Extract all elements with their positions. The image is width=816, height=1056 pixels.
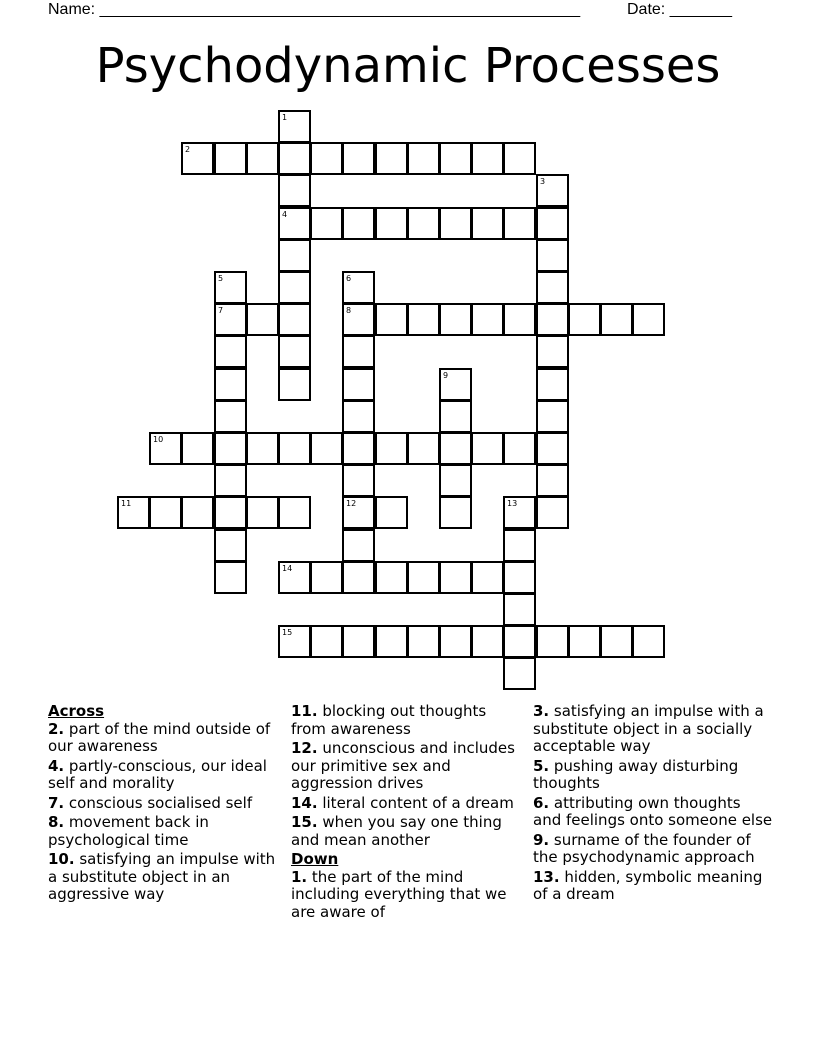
- grid-cell[interactable]: [278, 561, 311, 594]
- clue-number: 11: [121, 499, 132, 508]
- grid-cell[interactable]: [407, 625, 440, 658]
- grid-cell[interactable]: [503, 657, 536, 690]
- clues-column-3: [533, 703, 773, 906]
- grid-cell[interactable]: [439, 464, 472, 497]
- grid-cell[interactable]: [310, 625, 343, 658]
- across-clue-list: [291, 703, 521, 849]
- clue-item: [291, 869, 521, 922]
- grid-cell[interactable]: [503, 142, 536, 175]
- grid-cell[interactable]: [181, 432, 214, 465]
- clue-number: 6.: [533, 793, 550, 812]
- grid-cell[interactable]: [503, 207, 536, 240]
- across-heading: Across: [48, 702, 105, 720]
- clue-number: 12: [346, 499, 357, 508]
- grid-cell[interactable]: [278, 496, 311, 529]
- grid-cell[interactable]: [342, 464, 375, 497]
- grid-cell[interactable]: [407, 303, 440, 336]
- grid-cell[interactable]: [342, 142, 375, 175]
- grid-cell[interactable]: [536, 432, 569, 465]
- grid-cell[interactable]: [600, 303, 633, 336]
- clue-number: 5.: [533, 756, 550, 775]
- grid-cell[interactable]: [342, 561, 375, 594]
- grid-cell[interactable]: [342, 335, 375, 368]
- clue-number: 13.: [533, 867, 560, 886]
- clue-number: 6: [346, 274, 352, 283]
- clues-column-2: [291, 703, 521, 923]
- clue-text: literal content of a dream: [317, 793, 514, 812]
- clue-text: satisfying an impulse with a substitute object in a socially acceptable way: [533, 702, 764, 755]
- clue-text: partly-conscious, our ideal self and morality: [48, 756, 267, 792]
- grid-cell[interactable]: [503, 303, 536, 336]
- clue-number: 14.: [291, 793, 318, 812]
- grid-cell[interactable]: [536, 625, 569, 658]
- grid-cell[interactable]: [439, 400, 472, 433]
- clue-item: [48, 758, 278, 793]
- grid-cell[interactable]: [439, 432, 472, 465]
- grid-cell[interactable]: [536, 368, 569, 401]
- grid-cell[interactable]: [536, 496, 569, 529]
- grid-cell[interactable]: [214, 464, 247, 497]
- grid-cell[interactable]: [214, 561, 247, 594]
- clue-text: movement back in psychological time: [48, 813, 209, 849]
- clue-item: [291, 814, 521, 849]
- down-clue-list: [291, 869, 521, 922]
- grid-cell[interactable]: [439, 561, 472, 594]
- clue-item: [533, 795, 773, 830]
- date-line: Date: _______: [627, 1, 732, 18]
- grid-cell[interactable]: [536, 239, 569, 272]
- clue-number: 8: [346, 306, 352, 315]
- grid-cell[interactable]: [214, 335, 247, 368]
- clue-text: hidden, symbolic meaning of a dream: [533, 867, 763, 903]
- grid-cell[interactable]: [214, 303, 247, 336]
- clue-number: 12.: [291, 739, 318, 757]
- clue-item: [48, 814, 278, 849]
- clue-item: [291, 740, 521, 793]
- grid-cell[interactable]: [439, 142, 472, 175]
- grid-cell[interactable]: [536, 174, 569, 207]
- grid-cell[interactable]: [439, 625, 472, 658]
- grid-cell[interactable]: [375, 303, 408, 336]
- clue-number: 14: [282, 564, 293, 573]
- grid-cell[interactable]: [375, 496, 408, 529]
- grid-cell[interactable]: [342, 207, 375, 240]
- grid-cell[interactable]: [246, 142, 279, 175]
- grid-cell[interactable]: [407, 561, 440, 594]
- grid-cell[interactable]: [439, 368, 472, 401]
- clue-text: blocking out thoughts from awareness: [291, 702, 487, 738]
- grid-cell[interactable]: [278, 142, 311, 175]
- grid-cell[interactable]: [278, 303, 311, 336]
- grid-cell[interactable]: [342, 496, 375, 529]
- grid-cell[interactable]: [342, 368, 375, 401]
- clue-number: 1: [282, 113, 288, 122]
- clue-number: 3.: [533, 702, 550, 720]
- grid-cell[interactable]: [310, 432, 343, 465]
- grid-cell[interactable]: [375, 561, 408, 594]
- grid-cell[interactable]: [342, 625, 375, 658]
- clue-item: [533, 869, 773, 904]
- grid-cell[interactable]: [536, 271, 569, 304]
- clue-number: 13: [507, 499, 518, 508]
- grid-cell[interactable]: [600, 625, 633, 658]
- grid-cell[interactable]: [503, 496, 536, 529]
- down-clue-list: [533, 703, 773, 904]
- grid-cell[interactable]: [471, 432, 504, 465]
- grid-cell[interactable]: [278, 432, 311, 465]
- grid-cell[interactable]: [536, 335, 569, 368]
- grid-cell[interactable]: [342, 271, 375, 304]
- grid-cell[interactable]: [471, 303, 504, 336]
- grid-cell[interactable]: [310, 207, 343, 240]
- clue-number: 9.: [533, 830, 550, 849]
- grid-cell[interactable]: [149, 432, 182, 465]
- clue-number: 4.: [48, 756, 65, 775]
- grid-cell[interactable]: [407, 432, 440, 465]
- grid-cell[interactable]: [342, 400, 375, 433]
- grid-cell[interactable]: [181, 142, 214, 175]
- grid-cell[interactable]: [632, 303, 665, 336]
- down-heading: Down: [291, 850, 339, 868]
- grid-cell[interactable]: [278, 110, 311, 143]
- clue-number: 15.: [291, 813, 318, 831]
- grid-cell[interactable]: [439, 303, 472, 336]
- grid-cell[interactable]: [149, 496, 182, 529]
- grid-cell[interactable]: [278, 368, 311, 401]
- grid-cell[interactable]: [632, 625, 665, 658]
- grid-cell[interactable]: [246, 432, 279, 465]
- grid-cell[interactable]: [214, 400, 247, 433]
- grid-cell[interactable]: [181, 496, 214, 529]
- grid-cell[interactable]: [310, 142, 343, 175]
- grid-cell[interactable]: [214, 368, 247, 401]
- grid-cell[interactable]: [503, 432, 536, 465]
- clue-item: [291, 795, 521, 813]
- grid-cell[interactable]: [536, 464, 569, 497]
- grid-cell[interactable]: [471, 207, 504, 240]
- grid-cell[interactable]: [536, 400, 569, 433]
- grid-cell[interactable]: [407, 207, 440, 240]
- clue-item: [48, 851, 278, 904]
- clues-column-1: [48, 703, 278, 906]
- clue-number: 11.: [291, 702, 318, 720]
- clue-number: 4: [282, 210, 288, 219]
- grid-cell[interactable]: [278, 239, 311, 272]
- grid-cell[interactable]: [471, 625, 504, 658]
- grid-cell[interactable]: [342, 432, 375, 465]
- clue-text: unconscious and includes our primitive sex and aggression drives: [291, 739, 515, 792]
- clue-number: 5: [218, 274, 224, 283]
- clue-number: 7.: [48, 793, 65, 812]
- grid-cell[interactable]: [117, 496, 150, 529]
- clue-number: 9: [443, 371, 449, 380]
- grid-cell[interactable]: [503, 561, 536, 594]
- clue-number: 2: [185, 145, 191, 154]
- grid-cell[interactable]: [407, 142, 440, 175]
- grid-cell[interactable]: [214, 142, 247, 175]
- clue-number: 10.: [48, 850, 75, 868]
- grid-cell[interactable]: [503, 625, 536, 658]
- grid-cell[interactable]: [278, 625, 311, 658]
- name-line: Name: ______________________________________________________: [48, 1, 581, 18]
- grid-cell[interactable]: [246, 303, 279, 336]
- clue-number: 8.: [48, 813, 65, 831]
- clue-item: [48, 795, 278, 813]
- grid-cell[interactable]: [375, 142, 408, 175]
- grid-cell[interactable]: [471, 561, 504, 594]
- grid-cell[interactable]: [536, 303, 569, 336]
- grid-cell[interactable]: [375, 625, 408, 658]
- grid-cell[interactable]: [278, 271, 311, 304]
- clue-item: [291, 703, 521, 738]
- grid-cell[interactable]: [536, 207, 569, 240]
- clue-text: part of the mind outside of our awareness: [48, 719, 271, 755]
- grid-cell[interactable]: [375, 207, 408, 240]
- grid-cell[interactable]: [214, 432, 247, 465]
- grid-cell[interactable]: [568, 303, 601, 336]
- grid-cell[interactable]: [214, 496, 247, 529]
- clue-text: pushing away disturbing thoughts: [533, 756, 739, 792]
- grid-cell[interactable]: [342, 303, 375, 336]
- clue-text: the part of the mind including everything that we are aware of: [291, 867, 507, 921]
- clue-number: 7: [218, 306, 224, 315]
- grid-cell[interactable]: [342, 529, 375, 562]
- across-clue-list: [48, 721, 278, 904]
- grid-cell[interactable]: [278, 207, 311, 240]
- clue-text: conscious socialised self: [64, 793, 253, 812]
- grid-cell[interactable]: [214, 271, 247, 304]
- grid-cell[interactable]: [278, 174, 311, 207]
- clue-number: 10: [153, 435, 164, 444]
- grid-cell[interactable]: [278, 335, 311, 368]
- page-title: Psychodynamic Processes: [95, 38, 721, 94]
- grid-cell[interactable]: [503, 593, 536, 626]
- clue-item: [533, 758, 773, 793]
- clue-number: 1.: [291, 867, 308, 886]
- grid-cell[interactable]: [310, 561, 343, 594]
- grid-cell[interactable]: [439, 207, 472, 240]
- clue-number: 15: [282, 628, 293, 637]
- grid-cell[interactable]: [568, 625, 601, 658]
- grid-cell[interactable]: [471, 142, 504, 175]
- clue-number: 3: [540, 177, 546, 186]
- clue-item: [533, 832, 773, 867]
- clue-number: 2.: [48, 719, 65, 738]
- grid-cell[interactable]: [214, 529, 247, 562]
- clue-text: attributing own thoughts and feelings onto someone else: [533, 793, 773, 829]
- grid-cell[interactable]: [375, 432, 408, 465]
- grid-cell[interactable]: [503, 529, 536, 562]
- clue-item: [48, 721, 278, 756]
- grid-cell[interactable]: [439, 496, 472, 529]
- clue-text: satisfying an impulse with a substitute object in an aggressive way: [48, 850, 276, 903]
- clue-text: when you say one thing and mean another: [291, 813, 502, 849]
- grid-cell[interactable]: [246, 496, 279, 529]
- clue-text: surname of the founder of the psychodynamic approach: [533, 830, 755, 866]
- clue-item: [533, 703, 773, 756]
